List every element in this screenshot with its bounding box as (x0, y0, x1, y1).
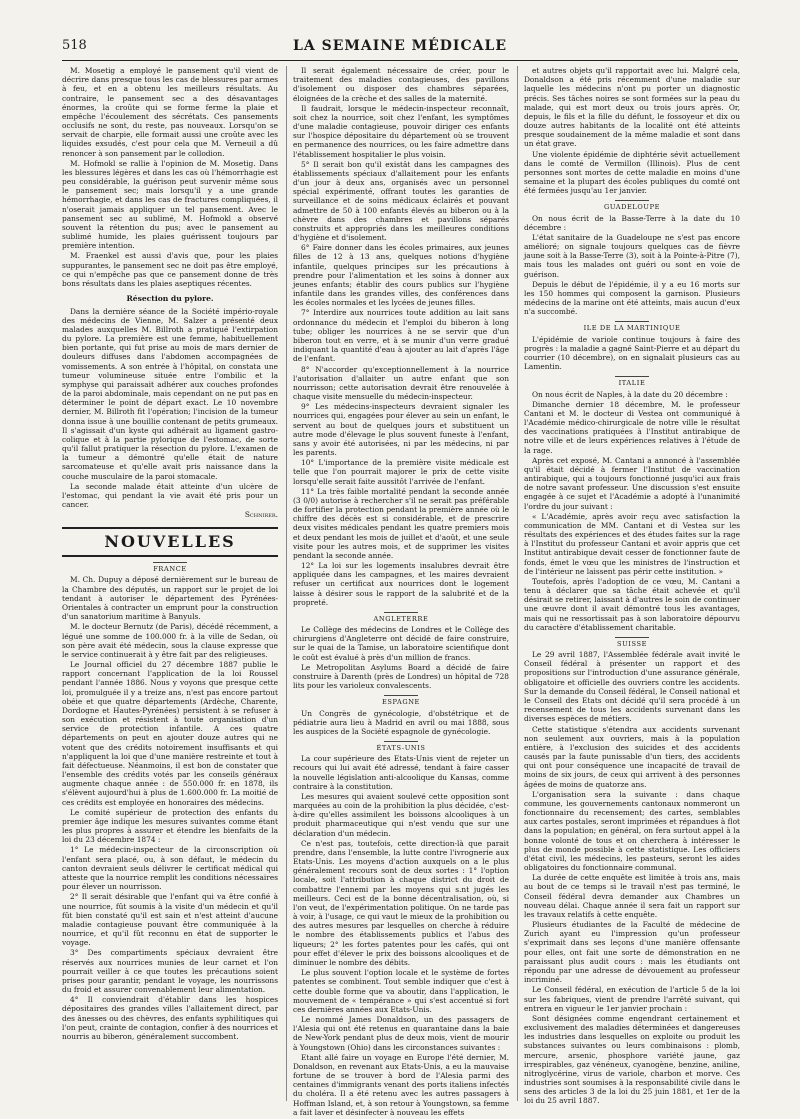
news-item: L'épidémie de variole continue toujours à faire des progrès : la maladie a gagné Saint-Pierre et au départ du courrier (10 décembre), on en signalait plusieurs cas au Lamentin. (524, 334, 740, 372)
paragraph: Depuis le début de l'épidémie, il y a eu 16 morts sur les 150 hommes qui composent la garnison. Plusieurs médecins de la marine ont été atteints, mais aucun d'eux n'a succombé. (524, 279, 740, 317)
page-number: 518 (62, 38, 87, 53)
news-item: M. le docteur Bernutz (de Paris), décédé récemment, a légué une somme de 100.000 fr. à la ville de Sedan, où son père avait été médecin, sous la clause expresse que le service continuerait à y être fait par des religieuses. (62, 622, 278, 659)
paragraph: La durée de cette enquête est limitée à trois ans, mais au bout de ce temps si le travail n'est pas terminé, le Conseil fédéral devra demander aux Chambres un nouveau délai. Chaque année il sera fait un rapport sur les travaux relatifs à cette enquête. (524, 873, 740, 919)
paragraph: L'état sanitaire de la Guadeloupe ne s'est pas encore amélioré; on signale toujours quelques cas de fièvre jaune soit à la Basse-Terre (3), soit à la Pointe-à-Pitre (7), mais tous les malades ont guéri ou sont en voie de guérison. (524, 232, 740, 279)
news-item: La cour supérieure des Etats-Unis vient de rejeter un recours qui lui avait été adressé, tendant à faire casser la nouvelle législation anti-alcoolique du Kansas, comme contraire à la constitution. (293, 754, 509, 791)
news-item: On nous écrit de la Basse-Terre à la date du 10 décembre : (524, 213, 740, 232)
news-item: Le Metropolitan Asylums Board a décidé de faire construire à Darenth (près de Londres) un hôpital de 728 lits pour les varioleux convalescents. (293, 662, 509, 691)
news-item: Le Conseil fédéral, en exécution de l'article 5 de la loi sur les fabriques, vient de prendre l'arrêté suivant, qui entrera en vigueur le 1er janvier prochain : (524, 985, 740, 1013)
paragraph: 5° Il serait bon qu'il existât dans les campagnes des établissements spéciaux d'allaitement pour les enfants d'un jour à deux ans, organisés avec un personnel spécial expérimenté, offrant toutes les garanties de surveillance et de soins médicaux éclairés et pouvant admettre de 50 à 100 enfants élevés au biberon ou à la chèvre dans des chambres et pavillons séparés construits et appropriés dans les meilleures conditions d'hygiène et d'isolement. (293, 159, 509, 243)
paragraph: Etant allé faire un voyage en Europe l'été dernier, M. Donaldson, en revenant aux Etats-Unis, a eu la mauvaise fortune de se trouver à bord de l'Alesia parmi des centaines d'immigrants venant des ports italiens infectés du choléra. Il a été retenu avec les autres passagers à Hoffman Island, et, à son retour à Youngstown, sa femme a fait laver et désinfecter à nouveau les effets (293, 1052, 509, 1117)
news-item: Le Collège des médecins de Londres et le Collège des chirurgiens d'Angleterre ont décidé de faire construire, sur le quai de la Tamise, un laboratoire scientifique dont le coût est évalué à près d'un million de francs. (293, 625, 509, 662)
news-item: Le Journal officiel du 27 décembre 1887 publie le rapport concernant l'application de la loi Roussel pendant l'année 1886. Nous y voyons que presque cette loi, promulguée il y a treize ans, n'est pas encore partout obéie et que quatre départements (Ardèche, Charente, Dordogne et Hautes-Pyrénées) persistent à se refuser à son exécution et résistent à toute organisation d'un service de protection infantile. A ces quatre départements on peut en ajouter douze autres qui ne votent que des crédits notoirement insuffisants et qui n'appliquent la loi que d'une manière restreinte et tout à fait défectueuse. Néanmoins, il est bon de constater que l'ensemble des crédits votés par les conseils généraux augmente chaque année : de 550.000 fr. en 1878, ils s'élèvent aujourd'hui à plus de 1.600.000 fr. La moitié de ces crédits est employée en honoraires des médecins. (62, 660, 278, 807)
region-heading-guadeloupe: GUADELOUPE (524, 200, 740, 211)
paragraph: 2° Il serait désirable que l'enfant qui va être confié à une nourrice, fût soumis à la visite d'un médecin et qu'il fût bien constaté qu'il est sain et n'est atteint d'aucune maladie contagieuse pouvant être communiquée à la nourrice, et qu'il fût reconnu en état de supporter le voyage. (62, 892, 278, 948)
column-middle (286, 66, 509, 1117)
news-item: Une violente épidémie de diphtérie sévit actuellement dans le comté de Vermillon (Illinois). Plus de cent personnes sont mortes de cette maladie en moins d'une semaine et la plupart des écoles publiques du comté ont été fermées jusqu'au 1er janvier. (524, 149, 740, 196)
paragraph: Cette statistique s'étendra aux accidents survenant non seulement aux ouvriers, mais à la population entière, à l'exclusion des suicides et des accidents causés par la faute punissable d'un tiers, des accidents qui ont pour conséquence une incapacité de travail de moins de six jours, de ceux qui arrivent à des personnes âgées de moins de quatorze ans. (524, 724, 740, 789)
news-item: Un Congrès de gynécologie, d'obstétrique et de pédiatrie aura lieu à Madrid en avril ou mai 1888, sous les auspices de la Société espagnole de gynécologie. (293, 708, 509, 736)
paragraph: 12° La loi sur les logements insalubres devrait être appliquée dans les campagnes, et les maires devraient refuser un certificat aux nourrices dont le logement laisse à désirer sous le rapport de la salubrité et de la propreté. (293, 561, 509, 607)
paragraph: Il serait également nécessaire de créer, pour le traitement des maladies contagieuses, des pavillons d'isolement ou disposer des chambres séparées, éloignées de la crèche et des salles de la maternité. (293, 66, 509, 103)
paragraph: Dimanche dernier 18 décembre, M. le professeur Cantani et M. le docteur di Vestea ont communiqué à l'Académie médico-chirurgicale de notre ville le résultat des vaccinations pratiquées à l'Institut antirabique de notre ville et de leurs expériences relatives à l'étude de la rage. (524, 399, 740, 455)
paragraph: Il faudrait, lorsque le médecin-inspecteur reconnaît, soit chez la nourrice, soit chez l'enfant, les symptômes d'une maladie contagieuse, pouvoir diriger ces enfants sur l'hospice dépositaire du département où se trouvent en permanence des nourrices, ou les faire admettre dans l'établissement hospitalier le plus voisin. (293, 103, 509, 159)
region-heading-espagne: ESPAGNE (293, 695, 509, 706)
author-signature: Schnirer. (244, 510, 278, 520)
paragraph: Les mesures qui avaient soulevé cette opposition sont marquées au coin de la prohibition la plus décidée, c'est-à-dire qu'elles assimilent les boissons alcooliques à un produit pharmaceutique qui n'est vendu que sur une déclaration d'un médecin. (293, 791, 509, 838)
paragraph: Dans la dernière séance de la Société império-royale des médecins de Vienne, M. Salzer a présenté deux malades auxquelles M. Billroth a pratiqué l'extirpation du pylore. La première est une femme, habituellement bien portante, qui fut prise au mois de mars dernier de douleurs diffuses dans l'abdomen accompagnées de vomissements. A son entrée à l'hôpital, on constata une tumeur volumineuse située entre l'ombilic et la symphyse qui paraissait adhérer aux couches profondes de la paroi abdominale, mais cependant on ne put pas en déterminer le point de départ exact. Le 10 novembre dernier, M. Billroth fit l'opération; l'incision de la tumeur donna issue à une bouillie contenant de petits grumeaux. Il s'agissait d'un kyste qui adhérait au ligament gastro-colique et à la partie pylorique de l'estomac, de sorte qu'il fallut pratiquer la résection du pylore. L'examen de la tumeur a démontré qu'elle était de nature sarcomateuse et qu'elle avait pris naissance dans la couche musculaire de la paroi stomacale. (62, 306, 278, 481)
paragraph: Ce n'est pas, toutefois, cette direction-là que parait prendre, dans l'ensemble, la lutte contre l'ivrognerie aux Etats-Unis. Les moyens d'action auxquels on a le plus généralement recours sont de deux sortes : 1° l'option locale, soit l'attribution à chaque district du droit de combattre l'ennemi par les moyens qui s.nt jugés les meilleurs. Ceci est de la bonne décentralisation, où, si l'on veut, de l'expérimentation politique. On ne tarde pas à voir, à l'usage, ce qui vaut le mieux de la prohibition ou des autres mesures par lesquelles on cherche à réduire le nombre des établissements publics et l'abus des liqueurs; 2° les fortes patentes pour les cafés, qui ont pour effet d'élever le prix des boissons alcooliques et de diminuer le nombre des débits. (293, 838, 509, 967)
paragraph: M. Hofmokl se rallie à l'opinion de M. Mosetig. Dans les blessures légères et dans les cas où l'hémorrhagie est peu considérable, la guérison peut survenir même sous le pansement sec; mais lorsqu'il y a une grande hémorrhagie, et dans les cas de fractures compliquées, il n'oserait jamais appliquer un tel pansement. Avec le pansement sec au sublimé, M. Hofmokl a observé souvent la rétention du pus; avec le pansement au sublimé humide, les plaies guérissent toujours par première intention. (62, 158, 278, 251)
column-left (62, 66, 278, 1101)
news-item: M. Ch. Dupuy a déposé dernièrement sur le bureau de la Chambre des députés, un rapport sur le projet de loi tendant à autoriser le département des Pyrénées-Orientales à contracter un emprunt pour la construction d'un sanatorium maritime à Banyuls. (62, 575, 278, 622)
paragraph: 11° La très faible mortalité pendant la seconde année (3 0/0) autorise à rechercher s'il ne serait pas préférable de fortifier la protection pendant la première année où le chiffre des décès est si considérable, et de prescrire deux visites médicales pendant les quatre premiers mois et deux pendant les mois de juillet et d'août, et une seule visite pour les autres mois, et de supprimer les visites pendant la seconde année. (293, 486, 509, 560)
paragraph: 3° Des compartiments spéciaux devraient être réservés aux nourrices munies de leur carnet et l'on pourrait veiller à ce que toutes les précautions soient prises pour garantir, pendant le voyage, les nourrissons du froid et assurer convenablement leur alimentation. (62, 948, 278, 995)
paragraph: M. Fraenkel est aussi d'avis que, pour les plaies suppurantes, le pansement sec ne doit pas être employé, ce qui n'empêche pas que ce pansement donne de très bons résultats dans les plaies aseptiques récentes. (62, 251, 278, 288)
paragraph: 1° Le médecin-inspecteur de la circonscription où l'enfant sera placé, ou, à son défaut, le médecin du canton devraient seuls délivrer le certificat médical qui atteste que la nourrice remplit les conditions nécessaires pour élever un nourrisson. (62, 845, 278, 892)
region-heading-suisse: SUISSE (524, 637, 740, 648)
paragraph: 6° Faire donner dans les écoles primaires, aux jeunes filles de 12 à 13 ans, quelques notions d'hygiène infantile, quelques principes sur les précautions à prendre pour l'alimentation et les soins à donner aux jeunes enfants; établir des cours publics sur l'hygiène infantile dans les grandes villes, des conférences dans les écoles normales et les lycées de jeunes filles. (293, 243, 509, 308)
region-heading-italie: ITALIE (524, 376, 740, 387)
news-item: On nous écrit de Naples, à la date du 20 décembre : (532, 389, 728, 399)
paragraph: Toutefois, après l'adoption de ce vœu, M. Cantani a tenu à déclarer que sa tâche était achevée et qu'il désirait se retirer, laissant à d'autres le soin de continuer une œuvre dont il avait démontré tous les avantages, mais qui ne ressortissait pas à son laboratoire dépourvu du caractère d'établissement charitable. (524, 576, 740, 632)
paragraph: Après cet exposé, M. Cantani a annoncé à l'assemblée qu'il était décidé à fermer l'Institut de vaccination antirabique, qui a toujours fonctionné jusqu'ici aux frais de notre savant professeur. Une discussion s'est ensuite engagée à ce sujet et l'Académie a adopté à l'unanimité l'ordre du jour suivant : (524, 455, 740, 511)
section-title-nouvelles: NOUVELLES (62, 527, 278, 557)
region-heading-angleterre: ANGLETERRE (293, 612, 509, 623)
paragraph: La seconde malade était atteinte d'un ulcère de l'estomac, qui pendant la vie avait été pris pour un cancer. (62, 481, 278, 510)
region-heading-france: FRANCE (62, 562, 278, 573)
paragraph: 8° N'accorder qu'exceptionnellement à la nourrice l'autorisation d'allaiter un autre enfant que son nourrisson; cette autorisation devrait être renouvelée à chaque visite mensuelle du médecin-inspecteur. (293, 364, 509, 402)
paragraph: Le plus souvent l'option locale et le système de fortes patentes se combinent. Tout semble indiquer que c'est à cette double forme que va aboutir, dans l'application, le mouvement de « tempérance » qui s'est accentué si fort ces dernières années aux Etats-Unis. (293, 968, 509, 1014)
news-item: Plusieurs étudiantes de la Faculté de médecine de Zurich ayant eu l'impression qu'un professeur s'exprimait dans ses leçons d'une manière offensante pour elles, ont fait une sorte de démonstration en ne paraissant plus audit cours : mais les étudiants ont répondu par une adresse de dévouement au professeur incriminé. (524, 920, 740, 985)
region-heading-etats-unis: ÉTATS-UNIS (293, 741, 509, 752)
region-heading-martinique: ILE DE LA MARTINIQUE (524, 321, 740, 332)
paragraph: et autres objets qu'il rapportait avec lui. Malgré cela, Donaldson a été pris récemment d'une maladie sur laquelle les médecins n'ont pu porter un diagnostic précis. Ses tâches noires se sont formées sur la peau du malade, qui est mort deux ou trois jours après. Or, depuis, le fils et la fille du défunt, le fossoyeur et dix ou douze autres habitants de la localité ont été atteints presque soudainement de la même maladie et sont dans un état grave. (524, 66, 740, 149)
paragraph: 10° L'importance de la première visite médicale est telle que l'on pourrait majorer le prix de cette visite lorsqu'elle serait faite aussitôt l'arrivée de l'enfant. (293, 458, 509, 486)
paragraph: Sont désignées comme engendrant certainement et exclusivement des maladies déterminées et dangereuses les industries dans lesquelles on exploite ou produit les substances suivantes ou leurs combinaisons : plomb, mercure, arsenic, phosphore variété jaune, gaz irrespirables, gaz vénéneux, cyanogène, benzine, aniline, nitroglycérine, virus de variole, charbon et morve. Ces industries sont soumises à la responsabilité civile dans le sens des articles 3 de la loi du 25 juin 1881, et 1er de la loi du 25 avril 1887. (524, 1013, 740, 1106)
text-columns (62, 66, 740, 1117)
paragraph: 9° Les médecins-inspecteurs devraient signaler les nourrices qui, engagées pour élever au sein un enfant, le servent au bout de quelques jours et substituent un autre mode d'élevage le plus souvent funeste à l'enfant, sans y avoir été autorisées, ni par les médecins, ni par les parents. (293, 402, 509, 458)
page-header (62, 38, 738, 61)
column-right (517, 66, 740, 1106)
news-item: Le nommé James Donaldson, un des passagers de l'Alesia qui ont été retenus en quarantaine dans la baie de New-York pendant plus de deux mois, vient de mourir à Youngstown (Ohio) dans les circonstances suivantes : (293, 1015, 509, 1052)
paragraph: M. Mosetig a employé le pansement qu'il vient de décrire dans presque tous les cas de blessures par armes à feu, et en a obtenu les meilleurs résultats. Au contraire, le pansement sec a des désavantages énormes, la croûte qui se forme ferme la plaie et empêche l'écoulement des sécrétats. Ces pansements occlusifs ne sont, du reste, pas nouveaux. Lorsqu'on se servait de charpie, elle formait aussi une croûte avec les liquides exsudés, c'est pour cela que M. Verneuil a dû renoncer à son pansement par le collodion. (62, 66, 278, 158)
running-title: LA SEMAINE MÉDICALE (293, 38, 507, 54)
section-heading-resection: Résection du pylore. (126, 294, 214, 304)
news-item: Le 29 avril 1887, l'Assemblée fédérale avait invité le Conseil fédéral à présenter un rapport et des propositions sur l'introduction d'une assurance générale, obligatoire et officielle des ouvriers contre les accidents. Sur la demande du Conseil fédéral, le Conseil national et le Conseil des Etats ont décidé qu'il sera procédé à un recensement de tous les accidents survenant dans les diverses espèces de métiers. (524, 650, 740, 724)
paragraph: « L'Académie, après avoir reçu avec satisfaction la communication de MM. Cantani et di Vestea sur les résultats des expériences et des études faites sur la rage à l'Institut du professeur Cantani et avoir appris que cet Institut antirabique devait cesser de fonctionner faute de fonds, émet le vœu que les ministres de l'instruction et de l'intérieur ne laissent pas périr cette institution. » (524, 511, 740, 576)
paragraph: 4° Il conviendrait d'établir dans les hospices dépositaires des grandes villes l'allaitement direct, par des ânesses ou des chèvres, des enfants syphilitiques qui l'on peut, crainte de contagion, confier à des nourrices et nourris au biberon, généralement succombent. (62, 995, 278, 1041)
paragraph: 7° Interdire aux nourrices toute addition au lait sans ordonnance du médecin et l'emploi du biberon à long tube; obliger les nourrices à ne se servir que d'un biberon tout en verre, et à se munir d'un verre gradué indiquant la quantité d'eau à ajouter au lait d'après l'âge de l'enfant. (293, 308, 509, 364)
paragraph: Le comité supérieur de protection des enfants du premier âge indique les mesures suivantes comme étant les plus propres à assurer et étendre les bienfaits de la loi du 23 décembre 1874 : (62, 807, 278, 845)
paragraph: L'organisation sera la suivante : dans chaque commune, les gouvernements cantonaux nommeront un fonctionnaire du recensement; des cartes, semblables aux cartes postales, seront imprimées et répandues à flot dans la population; en général, on fera surtout appel à la bonne volonté de tous et on cherchera à intéresser le plus de monde possible à cette statistique. Les officiers d'état civil, les médecins, les pasteurs, seront les aides obligatoires du fonctionnaire communal. (524, 789, 740, 873)
